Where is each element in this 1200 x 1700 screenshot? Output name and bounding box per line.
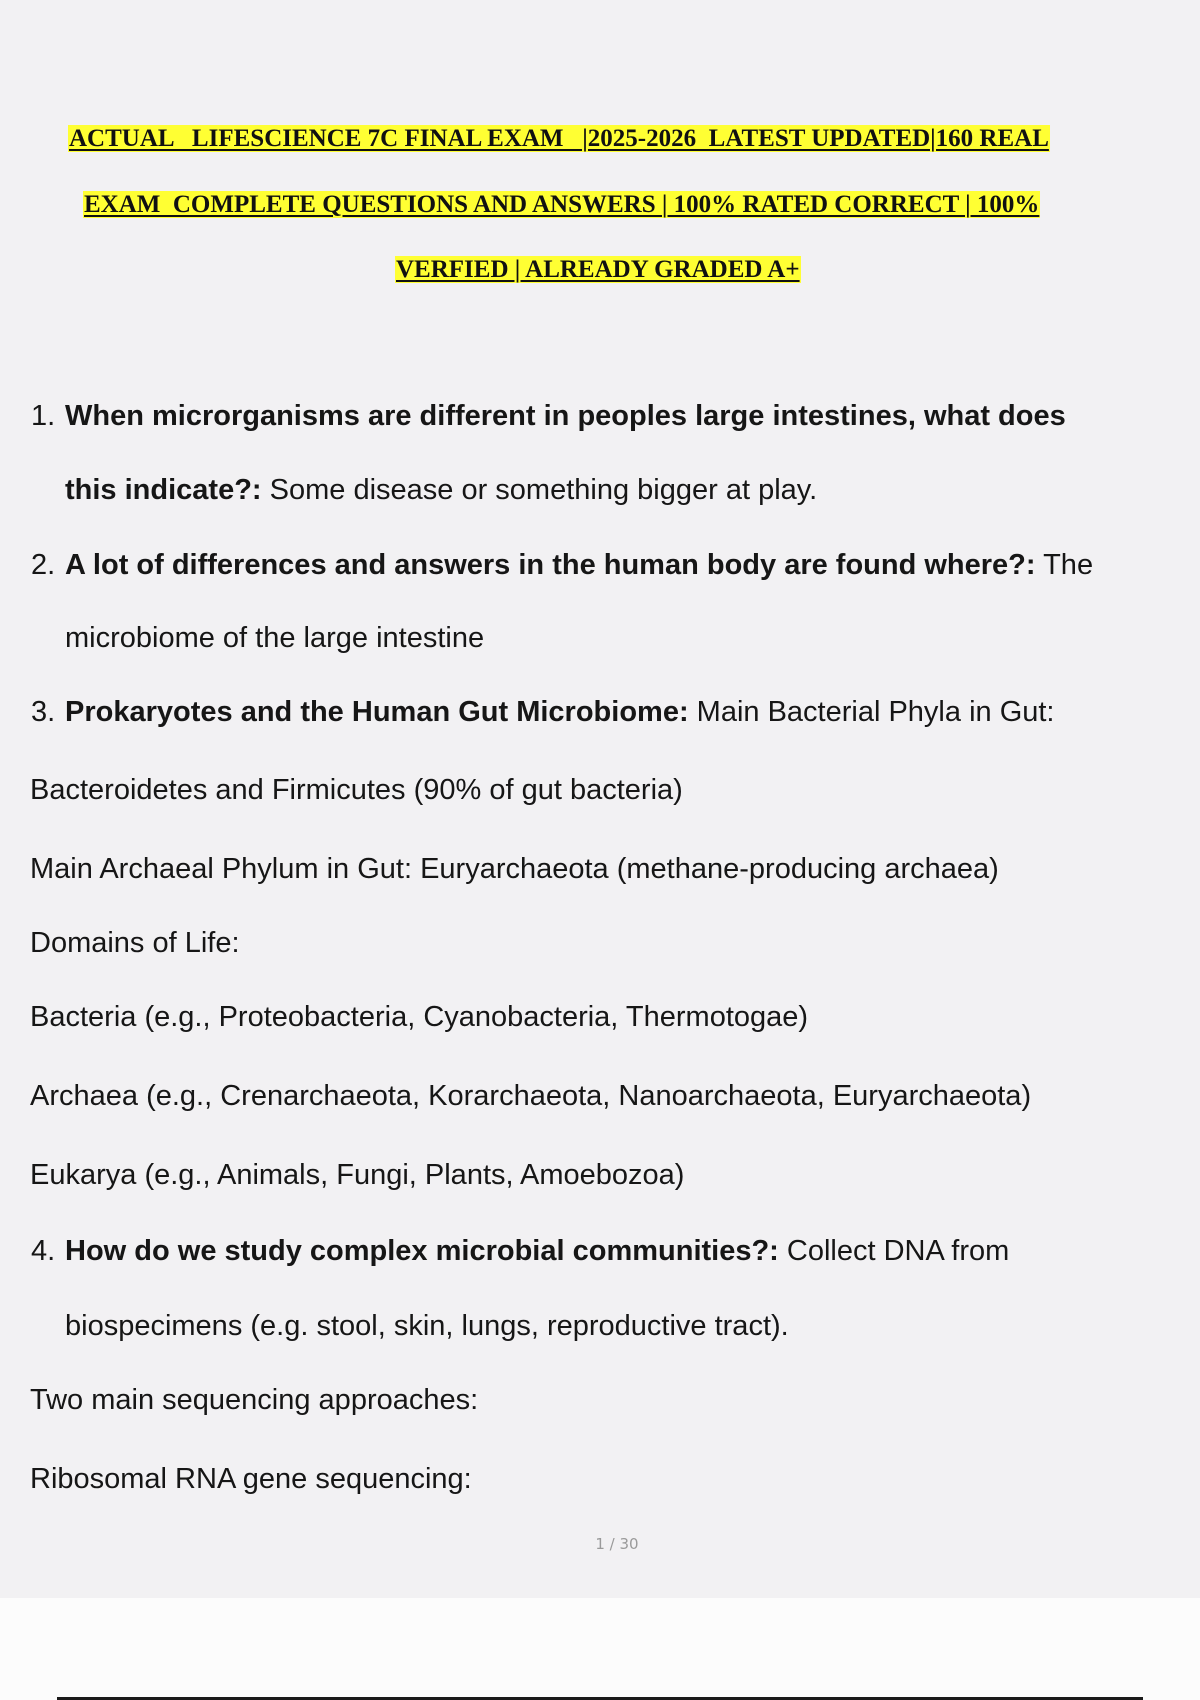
question-4-number: 4. [31,1235,56,1267]
question-3-text [65,694,1055,730]
answer-line: Bacteria (e.g., Proteobacteria, Cyanobacteria, Thermotogae) [30,1001,809,1033]
title-text: VERFIED | ALREADY GRADED A+ [396,256,800,283]
page-indicator: 1 / 30 [595,1535,639,1553]
answer-line: Main Archaeal Phylum in Gut: Euryarchaeota (methane-producing archaea) [30,853,999,885]
question-text: A lot of differences and answers in the human body are found where?: [65,549,1036,581]
title-text: ACTUAL LIFESCIENCE 7C FINAL EXAM |2025-2026 LATEST UPDATED|160 REAL [69,125,1049,152]
document-title-line-3 [395,255,801,285]
answer-line: Two main sequencing approaches: [30,1384,479,1416]
question-text: When microrganisms are different in peoples large intestines, what does [65,400,1066,432]
document-title-line-2 [83,190,1040,220]
answer-line: Domains of Life: [30,927,240,959]
answer-line: Eukarya (e.g., Animals, Fungi, Plants, Amoebozoa) [30,1159,685,1191]
question-1-number: 1. [31,400,56,432]
question-4-text [65,1233,1009,1269]
question-text: How do we study complex microbial communities?: [65,1235,779,1267]
answer-text: Collect DNA from [778,1235,1010,1267]
question-2-answer: microbiome of the large intestine [65,622,485,654]
answer-line: Bacteroidetes and Firmicutes (90% of gut bacteria) [30,774,683,806]
question-2-number: 2. [31,549,56,581]
question-text: this indicate?: [65,474,262,506]
question-4-answer: biospecimens (e.g. stool, skin, lungs, reproductive tract). [65,1310,789,1342]
question-2-text [65,547,1093,583]
answer-text: The [1035,549,1094,581]
answer-text: Some disease or something bigger at play. [261,474,818,506]
answer-text: Main Bacterial Phyla in Gut: [688,696,1055,728]
question-1-text [65,398,1066,434]
question-text: Prokaryotes and the Human Gut Microbiome: [65,696,689,728]
question-3-number: 3. [31,696,56,728]
title-text: EXAM COMPLETE QUESTIONS AND ANSWERS | 100% RATED CORRECT | 100% [84,191,1040,218]
answer-line: Ribosomal RNA gene sequencing: [30,1463,472,1495]
question-1-continued [65,472,817,508]
answer-line: Archaea (e.g., Crenarchaeota, Korarchaeota, Nanoarchaeota, Euryarchaeota) [30,1080,1032,1112]
document-title-line-1 [68,124,1050,154]
